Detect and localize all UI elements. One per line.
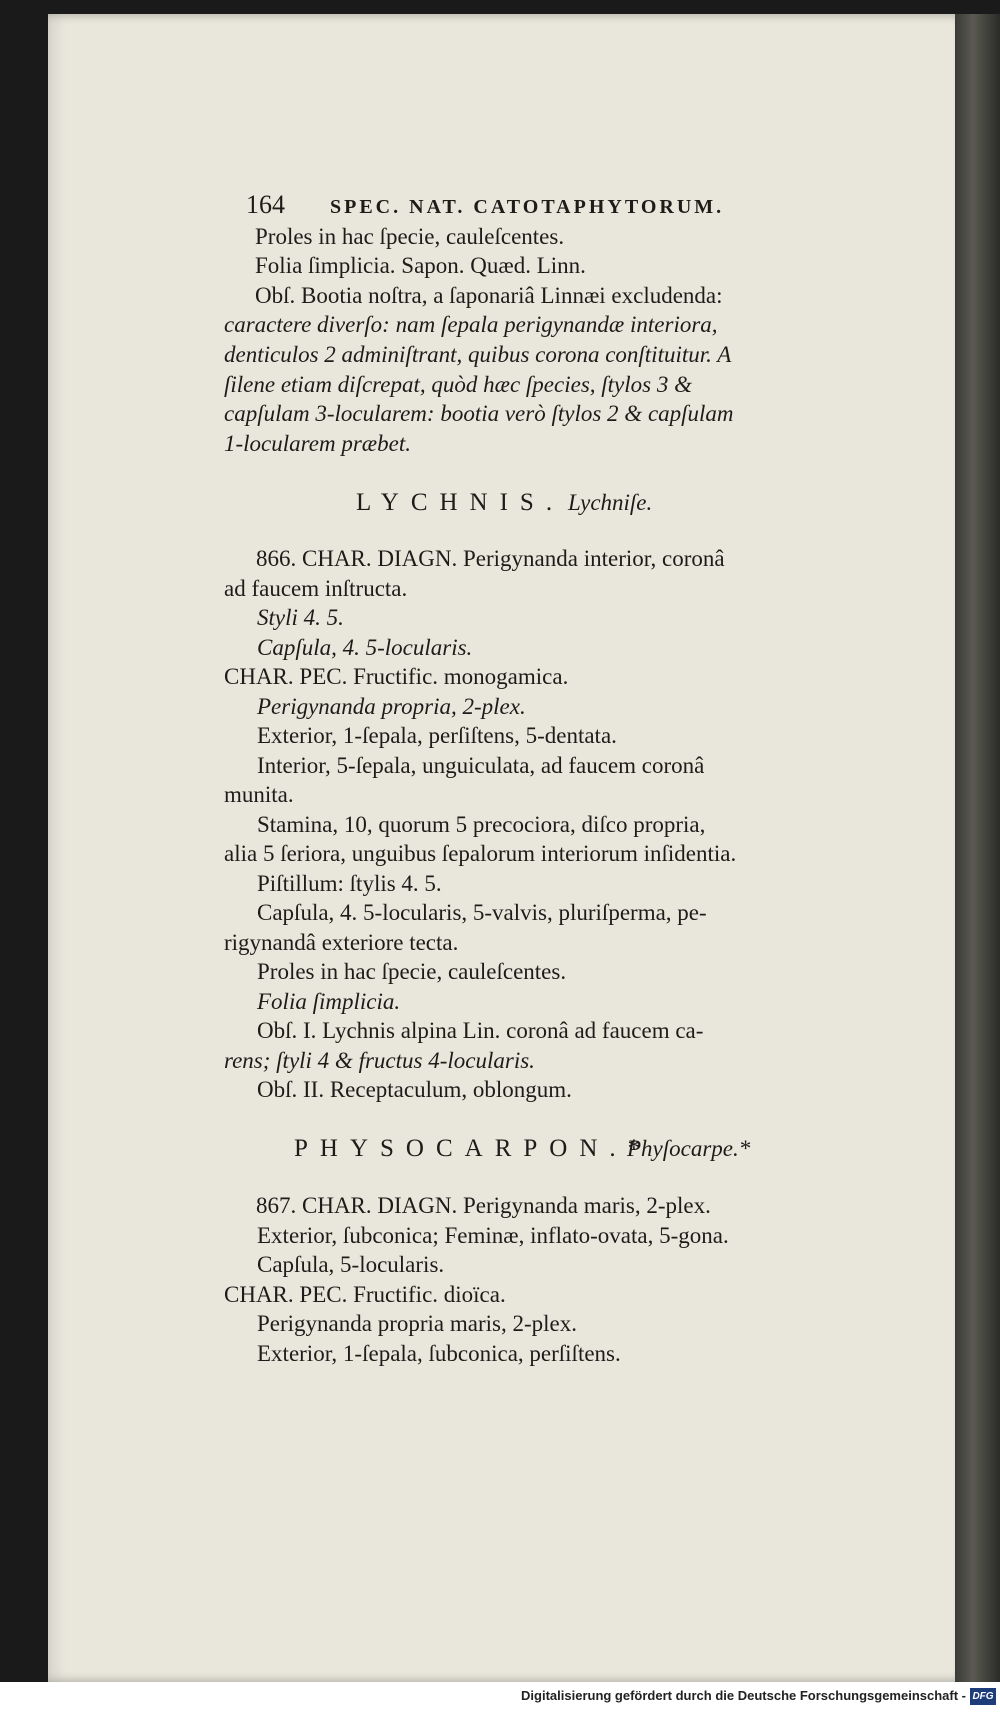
- text-line: 867. CHAR. DIAGN. Perigynanda maris, 2-plex.: [256, 1193, 711, 1218]
- digitization-footer: [0, 1682, 1000, 1713]
- text-line: Folia ſimplicia. Sapon. Quæd. Linn.: [255, 253, 586, 278]
- text-line: Exterior, ſubconica; Feminæ, inflato-ovata, 5-gona.: [257, 1223, 729, 1248]
- text-line: Perigynanda propria maris, 2-plex.: [257, 1311, 577, 1336]
- page-content: [48, 14, 968, 1682]
- text-line: Capſula, 5-locularis.: [257, 1252, 445, 1277]
- genus-heading: LYCHNIS.: [356, 489, 565, 516]
- text-line: Folia ſimplicia.: [257, 989, 401, 1014]
- text-line: Piſtillum: ſtylis 4. 5.: [257, 871, 442, 896]
- text-line: Obſ. II. Receptaculum, oblongum.: [257, 1077, 572, 1102]
- text-line: Stamina, 10, quorum 5 precociora, diſco propria,: [257, 812, 706, 837]
- text-line: rigynandâ exteriore tecta.: [224, 930, 459, 955]
- text-line: Perigynanda propria, 2-plex.: [257, 694, 526, 719]
- text-line: Proles in hac ſpecie, cauleſcentes.: [255, 224, 565, 249]
- text-line: CHAR. PEC. Fructific. monogamica.: [224, 664, 569, 689]
- genus-vernacular: Lychniſe.: [568, 490, 653, 515]
- text-line: munita.: [224, 782, 294, 807]
- text-line: caractere diverſo: nam ſepala perigynandæ interiora,: [224, 312, 718, 337]
- text-line: denticulos 2 adminiſtrant, quibus corona conſtituitur. A: [224, 342, 732, 367]
- book-spine-edge: [955, 14, 1000, 1682]
- text-line: ſilene etiam diſcrepat, quòd hæc ſpecies, ſtylos 3 &: [224, 372, 692, 397]
- running-title: SPEC. NAT. CATOTAPHYTORUM.: [330, 196, 725, 218]
- text-line: rens; ſtyli 4 & fructus 4-locularis.: [224, 1048, 535, 1073]
- text-line: Capſula, 4. 5-locularis.: [257, 635, 473, 660]
- page-number: 164: [246, 190, 285, 219]
- funding-credit: Digitalisierung gefördert durch die Deutsche Forschungsgemeinschaft -: [521, 1688, 966, 1703]
- text-line: CHAR. PEC. Fructific. dioïca.: [224, 1282, 506, 1307]
- genus-vernacular: Phyſocarpe.*: [627, 1136, 751, 1161]
- text-line: capſulam 3-locularem: bootia verò ſtylos 2 & capſulam: [224, 401, 734, 426]
- text-line: Capſula, 4. 5-locularis, 5-valvis, pluriſperma, pe-: [257, 900, 707, 925]
- genus-heading: PHYSOCARPON.*: [294, 1135, 653, 1162]
- text-line: 1-locularem præbet.: [224, 431, 411, 456]
- text-line: Exterior, 1-ſepala, perſiſtens, 5-dentata.: [257, 723, 617, 748]
- text-line: Exterior, 1-ſepala, ſubconica, perſiſtens.: [257, 1341, 621, 1366]
- text-line: Interior, 5-ſepala, unguiculata, ad faucem coronâ: [257, 753, 705, 778]
- text-line: alia 5 ſeriora, unguibus ſepalorum interiorum inſidentia.: [224, 841, 737, 866]
- text-line: Obſ. Bootia noſtra, a ſaponariâ Linnæi excludenda:: [255, 283, 723, 308]
- text-line: ad faucem inſtructa.: [224, 576, 408, 601]
- book-page: [48, 14, 968, 1682]
- text-line: Proles in hac ſpecie, cauleſcentes.: [257, 959, 567, 984]
- text-line: Styli 4. 5.: [257, 605, 344, 630]
- text-line: 866. CHAR. DIAGN. Perigynanda interior, coronâ: [256, 546, 725, 571]
- text-line: Obſ. I. Lychnis alpina Lin. coronâ ad faucem ca-: [257, 1018, 704, 1043]
- dfg-logo-icon: DFG: [970, 1688, 996, 1705]
